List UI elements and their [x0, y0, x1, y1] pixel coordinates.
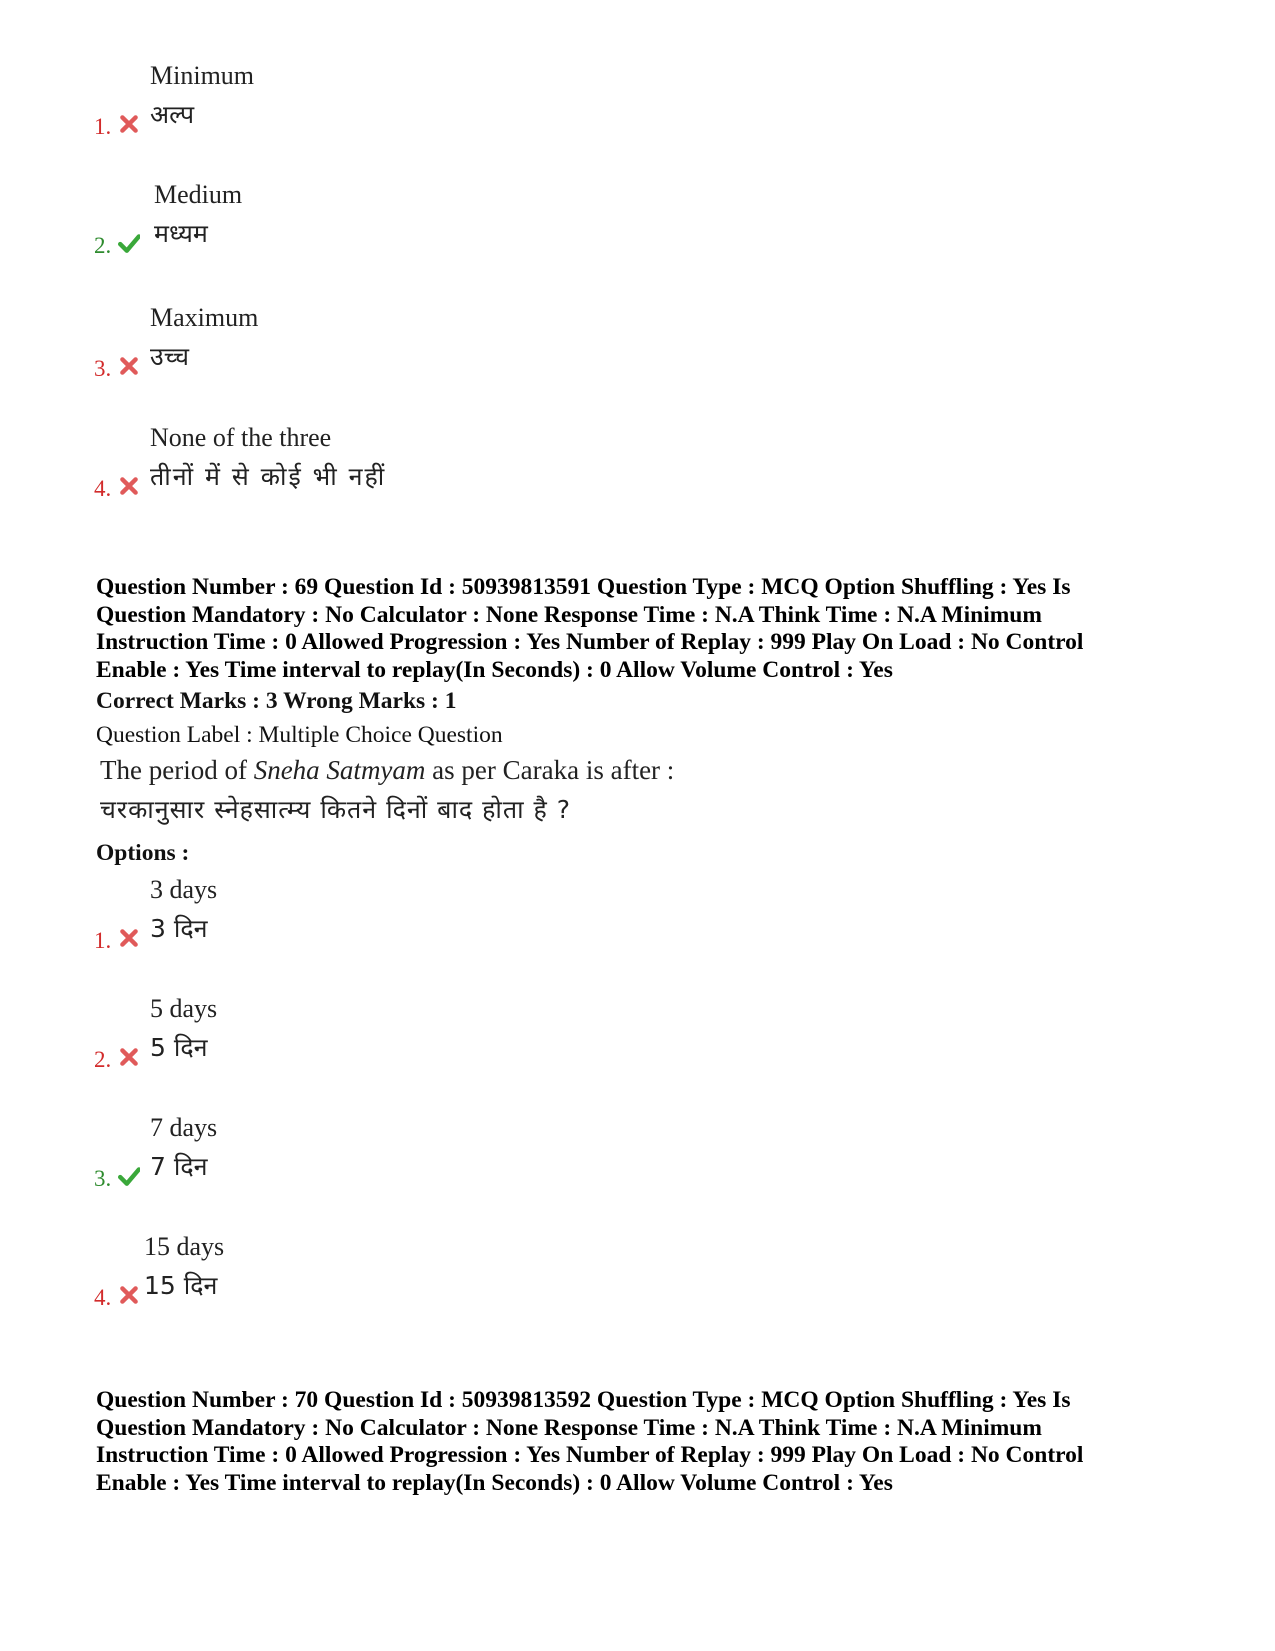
cross-icon	[118, 475, 140, 497]
meta-line: Instruction Time : 0 Allowed Progression : Yes Number of Replay : 999 Play On Load : No Control	[96, 1442, 1084, 1468]
question-text-part: as per Caraka is after :	[425, 755, 675, 785]
option-hindi-text: 3 दिन	[150, 914, 208, 943]
option-hindi-text: 5 दिन	[150, 1033, 208, 1062]
option-hindi-text: मध्यम	[154, 219, 208, 248]
option-english-text: None of the three	[150, 423, 332, 452]
q69-option-3	[94, 1110, 694, 1205]
q69-marks: Correct Marks : 3 Wrong Marks : 1	[96, 688, 457, 714]
option-english-text: Maximum	[150, 303, 259, 332]
meta-line: Question Mandatory : No Calculator : None Response Time : N.A Think Time : N.A Minimum	[96, 601, 1042, 628]
check-icon	[118, 1165, 140, 1187]
option-hindi-text: उच्च	[150, 342, 190, 371]
option-english-text: 3 days	[150, 875, 218, 904]
option-number: 1.	[94, 928, 112, 953]
option-number: 2.	[94, 233, 112, 258]
meta-line: Question Mandatory : No Calculator : None Response Time : N.A Think Time : N.A Minimum	[96, 1414, 1042, 1441]
question-text-part: The period of	[100, 755, 254, 785]
cross-icon	[118, 1046, 140, 1068]
q69-question-hindi: चरकानुसार स्नेहसात्म्य कितने दिनों बाद होता है ?	[100, 795, 572, 824]
option-number: 3.	[94, 1166, 112, 1191]
cross-icon	[118, 355, 140, 377]
q69-meta	[96, 574, 1176, 684]
prev-option-3	[94, 300, 694, 395]
option-number: 3.	[94, 356, 112, 381]
option-hindi-text: 7 दिन	[150, 1152, 208, 1181]
option-number: 2.	[94, 1047, 112, 1072]
option-number: 4.	[94, 476, 112, 501]
q70-meta	[96, 1387, 1176, 1497]
question-italic-term: Sneha Satmyam	[253, 755, 426, 785]
option-number: 1.	[94, 114, 112, 139]
option-english-text: Minimum	[150, 61, 255, 90]
meta-line: Question Number : 70 Question Id : 50939813592 Question Type : MCQ Option Shuffling : Yes Is	[96, 1387, 1071, 1413]
cross-icon	[118, 927, 140, 949]
q69-option-1	[94, 872, 694, 967]
prev-option-4	[94, 420, 694, 515]
option-english-text: Medium	[154, 180, 243, 209]
q69-question-text	[100, 753, 674, 787]
option-english-text: 7 days	[150, 1113, 218, 1142]
meta-line: Enable : Yes Time interval to replay(In Seconds) : 0 Allow Volume Control : Yes	[96, 656, 893, 683]
option-hindi-text: 15 दिन	[144, 1271, 218, 1300]
q69-label: Question Label : Multiple Choice Question	[96, 722, 503, 748]
meta-line: Question Number : 69 Question Id : 50939813591 Question Type : MCQ Option Shuffling : Yes Is	[96, 574, 1071, 600]
meta-line: Instruction Time : 0 Allowed Progression : Yes Number of Replay : 999 Play On Load : No Control	[96, 629, 1084, 655]
option-english-text: 15 days	[144, 1232, 225, 1261]
option-hindi-text: अल्प	[150, 100, 195, 129]
prev-option-2	[94, 177, 694, 272]
prev-option-1	[94, 58, 694, 153]
option-number: 4.	[94, 1285, 112, 1310]
q69-option-2	[94, 991, 694, 1086]
option-hindi-text: तीनों में से कोई भी नहीं	[150, 462, 387, 491]
option-english-text: 5 days	[150, 994, 218, 1023]
check-icon	[118, 232, 140, 254]
q69-option-4	[94, 1229, 694, 1324]
meta-line: Enable : Yes Time interval to replay(In Seconds) : 0 Allow Volume Control : Yes	[96, 1469, 893, 1496]
q69-options-label: Options :	[96, 840, 190, 866]
cross-icon	[118, 113, 140, 135]
cross-icon	[118, 1284, 140, 1306]
